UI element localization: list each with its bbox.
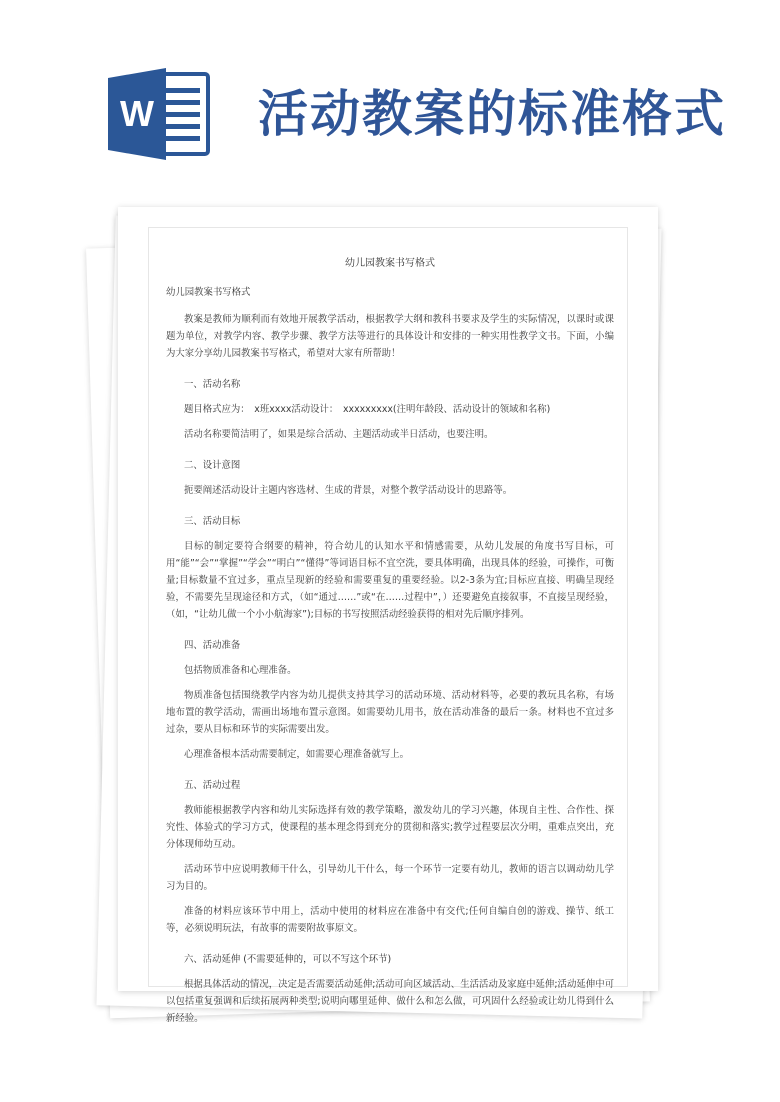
section-heading: 一、活动名称 — [184, 379, 241, 390]
section-paragraph: 根据具体活动的情况，决定是否需要活动延伸;活动可向区域活动、生活活动及家庭中延伸;活动延伸中可以包括重复强调和后续拓展两种类型;说明向哪里延伸、做什么和怎么做，可巩固什么经验或让幼儿得到什么新经验。 — [166, 979, 614, 1024]
section-paragraph: 包括物质准备和心理准备。 — [184, 665, 297, 676]
document-page[interactable] — [118, 207, 658, 1024]
section-paragraph: 教师能根据教学内容和幼儿实际选择有效的教学策略，激发幼儿的学习兴趣，体现自主性、合作性、探究性、体验式的学习方式，使课程的基本理念得到充分的贯彻和落实;教学过程要层次分明，重难点突出，充分体现师幼互动。 — [166, 805, 614, 850]
section-heading: 二、设计意图 — [184, 460, 241, 471]
section-heading: 三、活动目标 — [184, 516, 241, 527]
section-heading: 六、活动延伸 (不需要延伸的，可以不写这个环节) — [184, 954, 392, 965]
section-paragraph: 题目格式应为： x班xxxx活动设计： xxxxxxxxx(注明年龄段、活动设计的领域和名称) — [184, 404, 551, 415]
section-paragraph: 目标的制定要符合纲要的精神，符合幼儿的认知水平和情感需要，从幼儿发展的角度书写目标，可用“能”“会”“掌握”“学会”“明白”“懂得”等词语目标不宜空洗，要具体明确，出现具体的经验，可操作，可衡量;目标数量不宜过多，重点呈现新的经验和需要重复的重要经验。以2-3条为宜;目标应直接、明确呈现经验，不需要先呈现途径和方式，（如“通过……”或“在……过程中”，）还要避免直接叙事，不直接呈现经验，（如，“让幼儿做一个小小航海家”);目标的书写按照活动经验获得的相对先后顺序排列。 — [166, 541, 614, 620]
section-heading: 五、活动过程 — [184, 780, 241, 791]
section-paragraph: 心理准备根本活动需要制定，如需要心理准备就写上。 — [184, 749, 410, 760]
intro-paragraph: 教案是教师为顺利而有效地开展教学活动，根据教学大纲和教科书要求及学生的实际情况，以课时或课题为单位，对教学内容、教学步骤、教学方法等进行的具体设计和安排的一种实用性教学文书。下面，小编为大家分享幼儿园教案书写格式，希望对大家有所帮助！ — [166, 314, 614, 359]
document-subtitle: 幼儿园教案书写格式 — [166, 287, 251, 298]
word-icon-letter: W — [120, 93, 154, 134]
section-paragraph: 活动环节中应说明教师干什么，引导幼儿干什么，每一个环节一定要有幼儿，教师的语言以调动幼儿学习为目的。 — [166, 864, 614, 892]
document-title: 幼儿园教案书写格式 — [345, 258, 435, 269]
page-title: 活动教案的标准格式 — [258, 84, 726, 143]
section-paragraph: 物质准备包括围绕教学内容为幼儿提供支持其学习的活动环境、活动材料等，必要的教玩具名称，有场地布置的教学活动，需画出场地布置示意图。如需要幼儿用书，放在活动准备的最后一条。材料也不宜过多过杂，要从目标和环节的实际需要出发。 — [166, 690, 614, 735]
document-body — [166, 255, 614, 1041]
section-paragraph: 准备的材料应该环节中用上，活动中使用的材料应在准备中有交代;任何自编自创的游戏、操节、纸工等，必须说明玩法，有故事的需要附故事原文。 — [166, 906, 614, 934]
section-heading: 四、活动准备 — [184, 640, 241, 651]
section-paragraph: 活动名称要简洁明了，如果是综合活动、主题活动或半日活动，也要注明。 — [184, 429, 494, 440]
section-paragraph: 扼要阐述活动设计主题内容选材、生成的背景，对整个教学活动设计的思路等。 — [184, 485, 513, 496]
